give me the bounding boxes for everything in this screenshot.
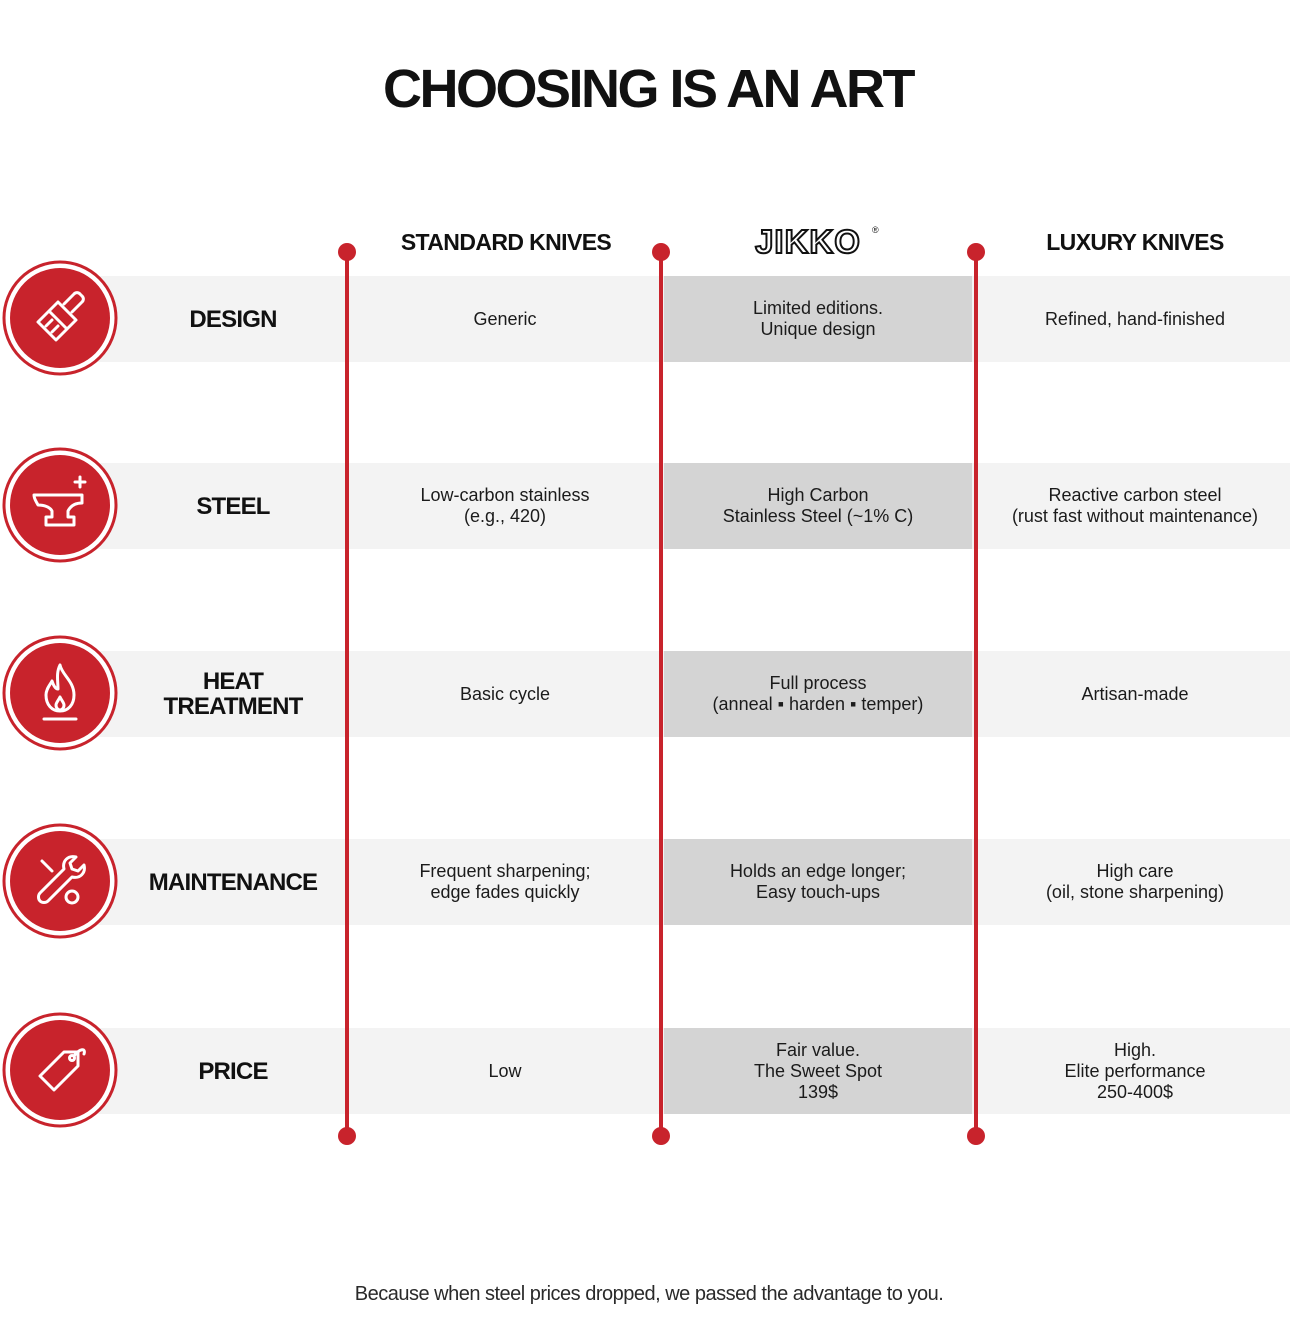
cell-heat-luxury: Artisan-made: [1081, 683, 1189, 704]
row-label-price: PRICE: [198, 1057, 268, 1085]
divider-dot: [338, 1127, 356, 1145]
column-header-luxury: LUXURY KNIVES: [1046, 229, 1224, 255]
cell-heat-standard: Basic cycle: [459, 683, 551, 704]
footer-tagline: Because when steel prices dropped, we passed the advantage to you.: [354, 1283, 944, 1305]
wrench-icon: [2, 823, 118, 939]
paintbrush-icon: [2, 260, 118, 376]
divider-dot: [967, 1127, 985, 1145]
cell-steel-standard: Low-carbon stainless (e.g., 420): [420, 485, 590, 526]
cell-maintenance-brand: Holds an edge longer; Easy touch-ups: [664, 839, 972, 925]
divider-line-2: [659, 251, 663, 1136]
cell-price-luxury: High. Elite performance 250-400$: [1064, 1039, 1206, 1102]
cell-design-standard: Generic: [473, 308, 537, 329]
brand-logo: [740, 222, 890, 262]
cell-design-brand: Limited editions. Unique design: [664, 276, 972, 362]
row-label-maintenance: MAINTENANCE: [148, 868, 318, 896]
column-header-standard: STANDARD KNIVES: [400, 229, 612, 255]
row-label-heat-treatment: HEAT TREATMENT: [163, 668, 303, 720]
cell-heat-brand: Full process (anneal ▪ harden ▪ temper): [664, 651, 972, 737]
row-label-steel: STEEL: [196, 492, 270, 520]
cell-maintenance-luxury: High care (oil, stone sharpening): [1045, 861, 1225, 902]
cell-design-luxury: Refined, hand-finished: [1044, 308, 1226, 329]
divider-line-3: [974, 251, 978, 1136]
cell-steel-luxury: Reactive carbon steel (rust fast without maintenance): [1011, 485, 1259, 526]
cell-steel-brand: High Carbon Stainless Steel (~1% C): [664, 463, 972, 549]
divider-dot: [652, 243, 670, 261]
price-tag-icon: [2, 1012, 118, 1128]
divider-dot: [967, 243, 985, 261]
divider-line-1: [345, 251, 349, 1136]
row-label-design: DESIGN: [189, 305, 277, 333]
cell-maintenance-standard: Frequent sharpening; edge fades quickly: [419, 861, 591, 902]
divider-dot: [338, 243, 356, 261]
brand-logo-text: JIKKO: [755, 223, 861, 260]
divider-dot: [652, 1127, 670, 1145]
anvil-icon: [2, 447, 118, 563]
registered-mark: ®: [872, 225, 879, 235]
cell-price-standard: Low: [488, 1060, 522, 1081]
cell-price-brand: Fair value. The Sweet Spot 139$: [664, 1028, 972, 1114]
flame-icon: [2, 635, 118, 751]
page-title: CHOOSING IS AN ART: [382, 59, 913, 119]
